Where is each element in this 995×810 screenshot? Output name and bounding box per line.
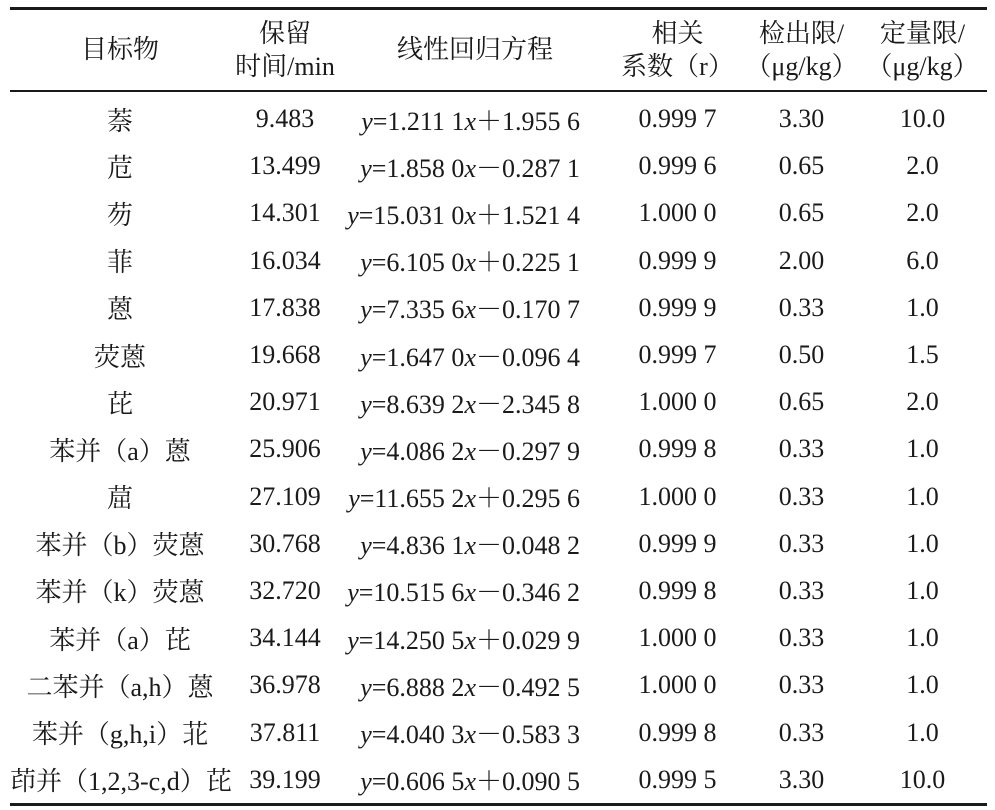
table-row [10,143,987,190]
equation-intercept: －0.287 1 [475,153,580,183]
cell-lod: 0.65 [778,151,825,181]
cell-equation [340,473,610,520]
cell-lod: 0.33 [778,717,825,747]
equation-y-var: y [360,248,372,278]
cell-correlation: 0.999 9 [638,245,717,275]
cell-equation [340,756,610,805]
equation-slope: =7.335 6 [371,295,465,325]
cell-lod: 0.33 [778,481,825,511]
equation-intercept: ＋0.295 6 [475,484,580,514]
cell-correlation: 0.999 8 [638,575,717,605]
cell-equation [340,379,610,426]
cell-correlation: 1.000 0 [638,198,717,228]
cell-lod: 0.33 [778,670,825,700]
equation-x-var: x [464,436,476,466]
cell-lod: 0.65 [778,387,825,417]
equation-y-var: y [360,342,372,372]
equation-slope: =6.888 2 [371,672,465,702]
cell-compound: 荧蒽 [93,342,146,372]
equation-intercept: －2.345 8 [475,389,580,419]
header-compound-label: 目标物 [80,35,159,65]
equation-x-var: x [464,389,476,419]
cell-lod: 0.50 [778,340,825,370]
header-retention-line1: 保留 [258,18,311,48]
equation-y-var: y [361,106,373,136]
table-row [10,91,987,143]
header-loq [858,9,987,91]
cell-correlation: 0.999 9 [638,528,717,558]
cell-correlation: 0.999 9 [638,292,717,322]
equation-intercept: －0.048 2 [475,531,580,561]
equation-intercept: ＋0.029 9 [475,625,580,655]
cell-retention-time: 36.978 [249,670,321,700]
equation-x-var: x [464,484,476,514]
table-row [10,520,987,567]
cell-retention-time: 17.838 [249,292,321,322]
equation-slope: =1.211 1 [372,106,465,136]
cell-retention-time: 9.483 [255,104,315,134]
cell-compound: 苯并（g,h,i）苝 [31,720,209,750]
equation-slope: =0.606 5 [371,767,465,797]
equation-x-var: x [464,578,476,608]
cell-correlation: 0.999 6 [638,151,717,181]
equation-slope: =1.858 0 [371,153,465,183]
equation-slope: =1.647 0 [371,342,465,372]
cell-correlation: 0.999 7 [638,340,717,370]
cell-loq: 10.0 [899,104,946,134]
pah-calibration-table-container [10,7,987,806]
equation-y-var: y [347,625,359,655]
equation-x-var: x [464,767,476,797]
cell-lod: 3.30 [778,104,825,134]
cell-compound: 苊 [106,153,133,183]
cell-correlation: 0.999 5 [638,764,717,794]
equation-slope: =11.655 2 [359,484,465,514]
equation-x-var: x [464,295,476,325]
cell-equation [340,520,610,567]
header-retention-line2: 时间/min [235,51,335,81]
cell-loq: 1.0 [906,575,939,605]
table-row [10,331,987,378]
equation-intercept: ＋0.090 5 [475,767,580,797]
table-row [10,284,987,331]
cell-equation [340,237,610,284]
cell-loq: 1.0 [906,528,939,558]
cell-lod: 0.65 [778,198,825,228]
equation-x-var: x [464,625,476,655]
header-correlation-line2: 系数（r） [621,51,734,81]
equation-x-var: x [464,248,476,278]
cell-loq: 6.0 [906,245,939,275]
equation-y-var: y [360,389,372,419]
cell-compound: 萘 [106,106,133,136]
equation-y-var: y [360,436,372,466]
cell-equation [340,709,610,756]
equation-x-var: x [464,153,476,183]
cell-loq: 1.0 [906,292,939,322]
cell-retention-time: 16.034 [249,245,321,275]
equation-x-var: x [464,342,476,372]
cell-correlation: 0.999 8 [638,717,717,747]
equation-y-var: y [360,720,372,750]
cell-retention-time: 37.811 [249,717,321,747]
cell-equation [340,615,610,662]
header-equation-label: 线性回归方程 [396,35,553,65]
header-lod [745,9,858,91]
equation-slope: =4.040 3 [371,720,465,750]
table-row [10,190,987,237]
cell-lod: 3.30 [778,764,825,794]
cell-retention-time: 14.301 [249,198,321,228]
cell-equation [340,331,610,378]
table-row [10,237,987,284]
equation-slope: =4.086 2 [371,436,465,466]
equation-y-var: y [348,484,360,514]
equation-x-var: x [464,672,476,702]
equation-y-var: y [347,578,359,608]
equation-intercept: ＋1.521 4 [475,200,580,230]
cell-loq: 1.5 [906,340,939,370]
header-correlation-line1: 相关 [651,18,704,48]
cell-lod: 2.00 [778,245,825,275]
cell-loq: 1.0 [906,717,939,747]
cell-equation [340,662,610,709]
table-row [10,709,987,756]
cell-correlation: 0.999 7 [638,104,717,134]
equation-slope: =15.031 0 [358,200,465,230]
header-correlation [610,9,745,91]
equation-x-var: x [464,720,476,750]
cell-equation [340,91,610,143]
table-header [10,9,987,91]
cell-lod: 0.33 [778,575,825,605]
cell-retention-time: 32.720 [249,575,321,605]
cell-loq: 2.0 [906,387,939,417]
cell-compound: 茚并（1,2,3-c,d）芘 [10,767,232,797]
header-loq-line1: 定量限/ [879,18,966,48]
cell-retention-time: 25.906 [249,434,321,464]
equation-slope: =14.250 5 [358,625,465,655]
cell-compound: 苯并（k）荧蒽 [35,578,205,608]
cell-equation [340,426,610,473]
cell-equation [340,143,610,190]
cell-retention-time: 30.768 [249,528,321,558]
table-row [10,426,987,473]
cell-equation [340,567,610,614]
cell-lod: 0.33 [778,623,825,653]
cell-compound: 芴 [106,200,133,230]
equation-intercept: －0.170 7 [475,295,580,325]
pah-calibration-table [10,7,987,806]
cell-loq: 2.0 [906,151,939,181]
cell-correlation: 1.000 0 [638,387,717,417]
cell-loq: 1.0 [906,434,939,464]
cell-compound: 䓛 [106,484,133,514]
equation-slope: =8.639 2 [371,389,465,419]
table-row [10,662,987,709]
header-retention-time [230,9,340,91]
equation-y-var: y [360,295,372,325]
cell-compound: 二苯并（a,h）蒽 [26,672,214,702]
equation-intercept: －0.346 2 [475,578,580,608]
cell-retention-time: 13.499 [249,151,321,181]
equation-y-var: y [360,153,372,183]
cell-retention-time: 20.971 [249,387,321,417]
equation-x-var: x [464,200,476,230]
cell-correlation: 0.999 8 [638,434,717,464]
equation-intercept: －0.583 3 [475,720,580,750]
table-row [10,473,987,520]
table-row [10,756,987,805]
table-row [10,567,987,614]
cell-compound: 蒽 [106,295,133,325]
cell-retention-time: 39.199 [249,764,321,794]
equation-y-var: y [360,672,372,702]
cell-equation [340,190,610,237]
cell-lod: 0.33 [778,292,825,322]
equation-x-var: x [464,106,476,136]
equation-slope: =10.515 6 [358,578,465,608]
cell-loq: 10.0 [899,764,946,794]
cell-loq: 2.0 [906,198,939,228]
equation-intercept: ＋1.955 6 [475,106,580,136]
cell-loq: 1.0 [906,623,939,653]
header-lod-line2: （μg/kg） [745,51,858,81]
equation-x-var: x [464,531,476,561]
header-lod-line1: 检出限/ [758,18,845,48]
equation-intercept: ＋0.225 1 [475,248,580,278]
table-row [10,379,987,426]
cell-loq: 1.0 [906,670,939,700]
cell-correlation: 1.000 0 [638,481,717,511]
table-body [10,91,987,805]
equation-intercept: －0.297 9 [475,436,580,466]
header-row [10,9,987,91]
cell-loq: 1.0 [906,481,939,511]
equation-slope: =4.836 1 [371,531,465,561]
cell-retention-time: 34.144 [249,623,321,653]
cell-lod: 0.33 [778,528,825,558]
equation-intercept: －0.492 5 [475,672,580,702]
cell-compound: 芘 [106,389,133,419]
equation-y-var: y [360,767,372,797]
equation-intercept: －0.096 4 [475,342,580,372]
cell-compound: 苯并（a）芘 [49,625,191,655]
table-row [10,615,987,662]
header-equation [340,9,610,91]
cell-retention-time: 19.668 [249,340,321,370]
cell-lod: 0.33 [778,434,825,464]
header-loq-line2: （μg/kg） [866,51,979,81]
header-compound [10,9,230,91]
cell-compound: 苯并（b）荧蒽 [35,531,205,561]
cell-compound: 菲 [106,248,133,278]
cell-compound: 苯并（a）蒽 [49,436,191,466]
cell-retention-time: 27.109 [249,481,321,511]
cell-equation [340,284,610,331]
equation-y-var: y [360,531,372,561]
cell-correlation: 1.000 0 [638,623,717,653]
cell-correlation: 1.000 0 [638,670,717,700]
equation-slope: =6.105 0 [371,248,465,278]
equation-y-var: y [347,200,359,230]
